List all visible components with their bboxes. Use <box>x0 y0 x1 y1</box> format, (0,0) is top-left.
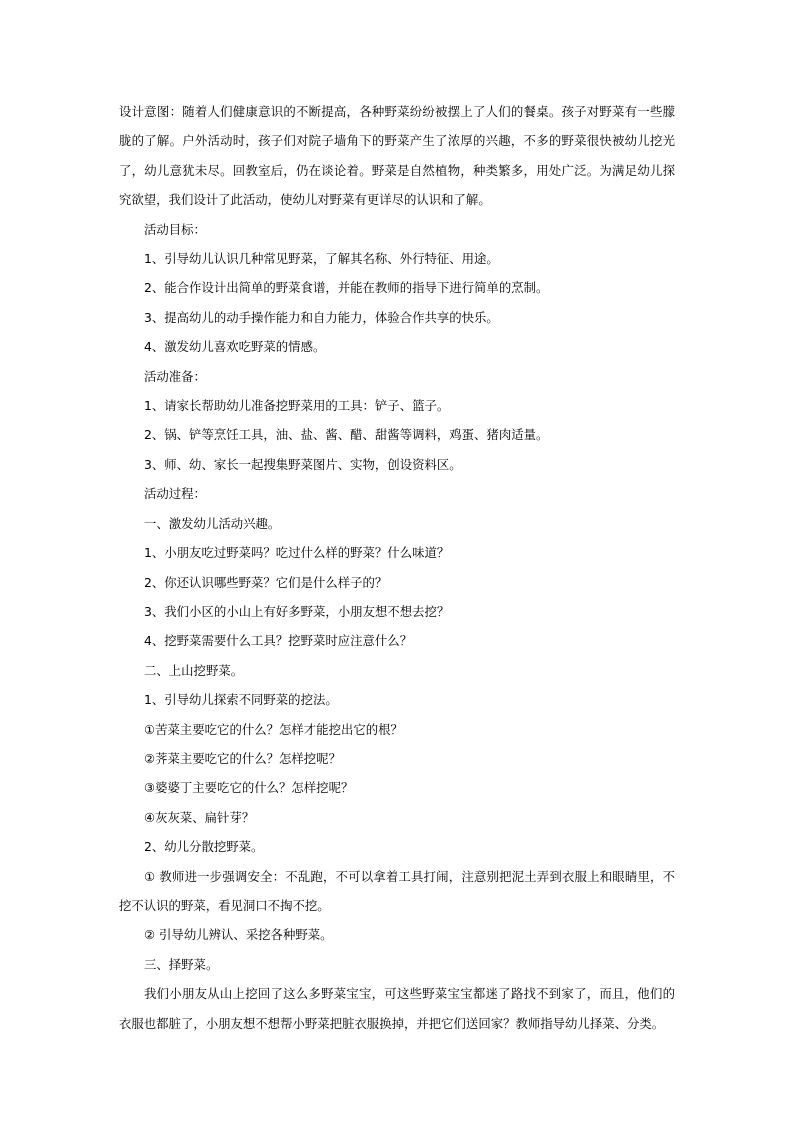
paragraph: 我们小朋友从山上挖回了这么多野菜宝宝，可这些野菜宝宝都迷了路找不到家了，而且，他们的衣服也都脏了，小朋友想不想帮小野菜把脏衣服换掉，并把它们送回家？教师指导幼儿择菜、分类。 <box>119 986 675 1031</box>
paragraph: 1、引导幼儿探索不同野菜的挖法。 <box>144 692 338 708</box>
document-body <box>119 97 675 1038</box>
paragraph: 二、上山挖野菜。 <box>144 662 244 678</box>
paragraph: 2、你还认识哪些野菜？它们是什么样子的？ <box>144 574 388 590</box>
paragraph: ② 引导幼儿辨认、采挖各种野菜。 <box>144 927 333 943</box>
paragraph: ① 教师进一步强调安全：不乱跑，不可以拿着工具打闹，注意别把泥土弄到衣服上和眼睛里，不挖不认识的野菜，看见洞口不掏不挖。 <box>119 868 675 913</box>
paragraph: 3、我们小区的小山上有好多野菜，小朋友想不想去挖？ <box>144 603 450 619</box>
paragraph: 1、引导幼儿认识几种常见野菜，了解其名称、外行特征、用途。 <box>144 251 499 267</box>
paragraph: 1、请家长帮助幼儿准备挖野菜用的工具：铲子、篮子。 <box>144 398 450 414</box>
paragraph: 2、能合作设计出简单的野菜食谱，并能在教师的指导下进行简单的烹制。 <box>144 280 549 296</box>
paragraph: ③婆婆丁主要吃它的什么？怎样挖呢？ <box>144 780 354 796</box>
paragraph: ④灰灰菜、扁针芽？ <box>144 809 255 825</box>
paragraph: 活动过程： <box>144 486 206 502</box>
paragraph: 1、小朋友吃过野菜吗？吃过什么样的野菜？什么味道？ <box>144 545 450 561</box>
paragraph: 活动准备： <box>144 368 206 384</box>
paragraph: 设计意图：随着人们健康意识的不断提高，各种野菜纷纷被摆上了人们的餐桌。孩子对野菜有一些朦胧的了解。户外活动时，孩子们对院子墙角下的野菜产生了浓厚的兴趣，不多的野菜很快被幼儿挖光了，幼儿意犹未尽。回教室后，仍在谈论着。野菜是自然植物，种类繁多，用处广泛。为满足幼儿探究欲望，我们设计了此活动，使幼儿对野菜有更详尽的认识和了解。 <box>119 104 675 208</box>
paragraph: 3、提高幼儿的动手操作能力和自力能力，体验合作共享的快乐。 <box>144 309 499 325</box>
paragraph: ②荠菜主要吃它的什么？怎样挖呢？ <box>144 750 341 766</box>
paragraph: 3、师、幼、家长一起搜集野菜图片、实物，创设资料区。 <box>144 456 462 472</box>
paragraph: 一、激发幼儿活动兴趣。 <box>144 515 281 531</box>
paragraph: 2、幼儿分散挖野菜。 <box>144 839 264 855</box>
paragraph: 4、挖野菜需要什么工具？挖野菜时应注意什么？ <box>144 633 413 649</box>
paragraph: ①苦菜主要吃它的什么？怎样才能挖出它的根？ <box>144 721 403 737</box>
paragraph: 4、激发幼儿喜欢吃野菜的情感。 <box>144 339 326 355</box>
paragraph: 2、锅、铲等烹饪工具，油、盐、酱、醋、甜酱等调料，鸡蛋、猪肉适量。 <box>144 427 549 443</box>
paragraph: 活动目标： <box>144 221 206 237</box>
paragraph: 三、择野菜。 <box>144 956 219 972</box>
